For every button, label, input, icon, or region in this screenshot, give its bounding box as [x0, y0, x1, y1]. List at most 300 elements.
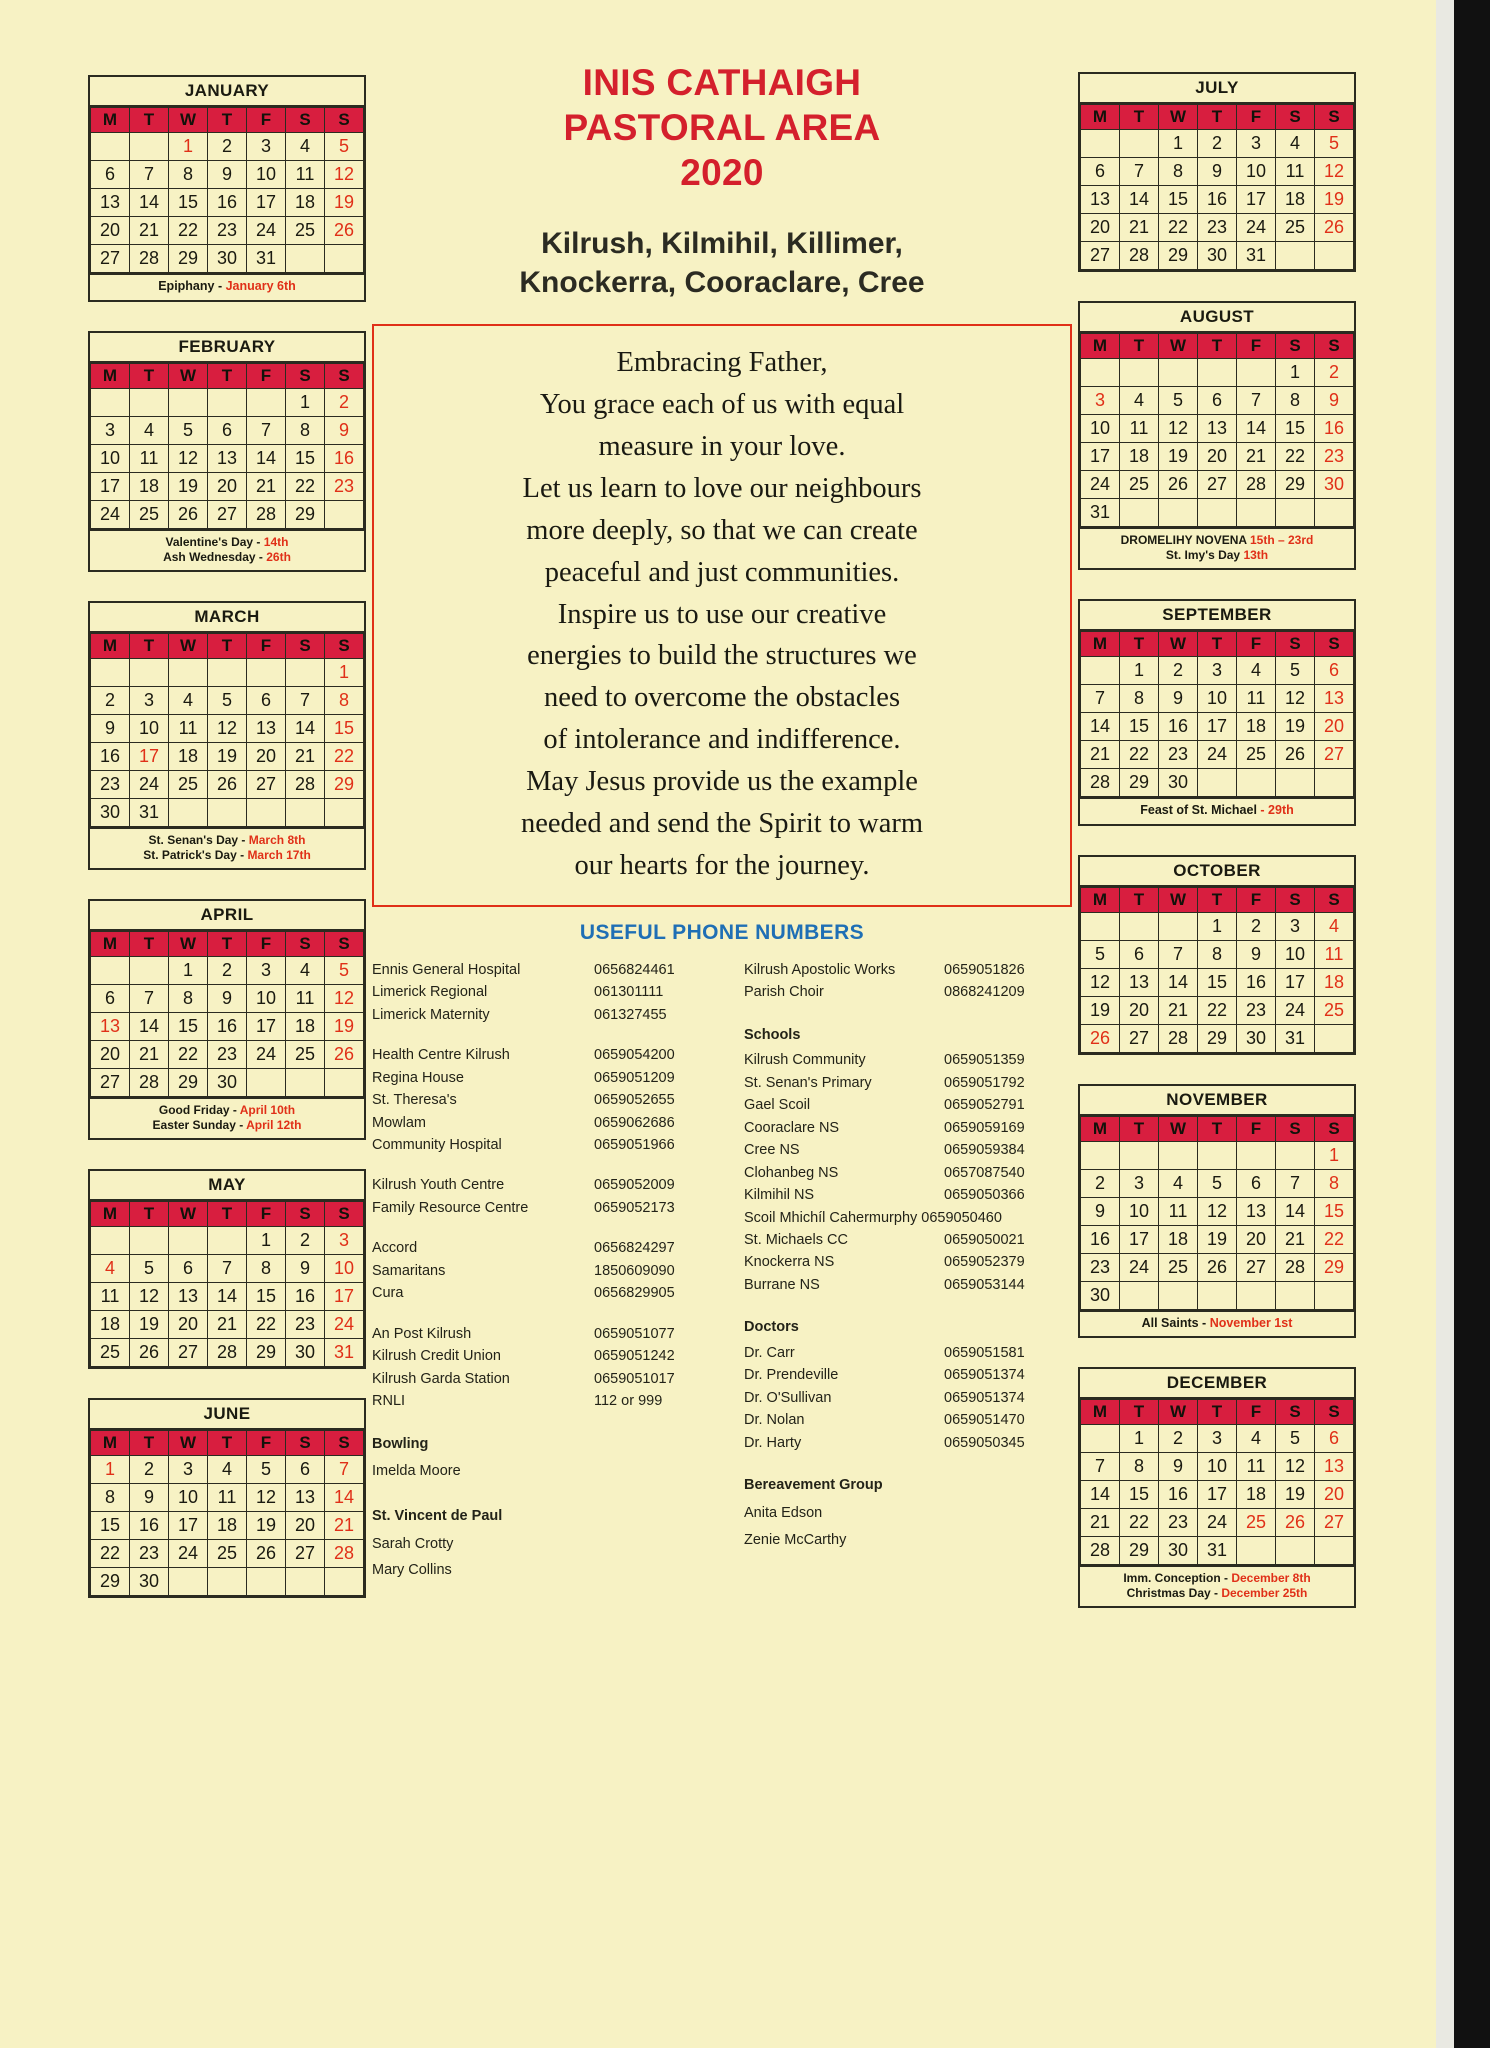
weekday-header: S [1276, 334, 1315, 359]
day-cell-empty [1120, 1141, 1159, 1169]
day-cell: 17 [1198, 713, 1237, 741]
phone-entry [372, 1174, 722, 1196]
week-row [91, 1068, 364, 1096]
day-cell: 11 [1237, 685, 1276, 713]
day-cell: 1 [1159, 130, 1198, 158]
day-cell: 28 [286, 770, 325, 798]
phone-entry-number: 0659051374 [944, 1389, 1025, 1406]
note-date: - 29th [1260, 803, 1294, 817]
day-cell: 25 [1237, 741, 1276, 769]
month-grid [90, 931, 364, 1097]
day-cell: 1 [286, 388, 325, 416]
day-cell-empty [1315, 1537, 1354, 1565]
day-cell: 29 [169, 1068, 208, 1096]
weekday-header-row [91, 363, 364, 388]
day-cell: 13 [208, 444, 247, 472]
day-cell: 31 [1237, 242, 1276, 270]
weekday-header: T [1198, 632, 1237, 657]
day-cell: 20 [1120, 996, 1159, 1024]
phone-section-gap [372, 1413, 722, 1431]
day-cell: 19 [1198, 1225, 1237, 1253]
day-cell: 28 [325, 1539, 364, 1567]
weekday-header: T [1120, 105, 1159, 130]
phone-section-gap [372, 1026, 722, 1044]
day-cell: 17 [130, 742, 169, 770]
day-cell: 30 [286, 1338, 325, 1366]
day-cell-empty [1315, 499, 1354, 527]
phone-entry-name: Limerick Regional [372, 984, 488, 1001]
day-cell: 5 [1198, 1169, 1237, 1197]
note-label: St. Patrick's Day - [143, 847, 248, 862]
day-cell: 18 [1276, 186, 1315, 214]
day-cell: 26 [325, 1040, 364, 1068]
day-cell: 12 [1198, 1197, 1237, 1225]
month-title: AUGUST [1080, 303, 1354, 333]
day-cell-empty [1237, 499, 1276, 527]
week-row [1081, 912, 1354, 940]
month-grid [1080, 1399, 1354, 1565]
prayer-line: Let us learn to love our neighbours [522, 472, 922, 504]
week-row [1081, 387, 1354, 415]
day-cell: 27 [91, 1068, 130, 1096]
day-cell: 14 [1237, 415, 1276, 443]
weekday-header: T [1198, 1400, 1237, 1425]
day-cell: 11 [1120, 415, 1159, 443]
phone-entry-name: Mowlam [372, 1114, 426, 1131]
month-note [92, 279, 362, 295]
day-cell: 4 [1237, 1425, 1276, 1453]
day-cell: 31 [325, 1338, 364, 1366]
weekday-header: T [208, 1430, 247, 1455]
weekday-header: T [130, 633, 169, 658]
day-cell: 28 [208, 1338, 247, 1366]
prayer-line: May Jesus provide us the example [526, 766, 918, 798]
phone-entry-name: Community Hospital [372, 1137, 502, 1154]
phone-entry-name: St. Senan's Primary [744, 1074, 872, 1091]
phone-entry-name: Kilrush Apostolic Works [744, 961, 896, 978]
day-cell: 27 [1237, 1253, 1276, 1281]
day-cell: 24 [1081, 471, 1120, 499]
day-cell: 24 [1198, 741, 1237, 769]
day-cell: 16 [325, 444, 364, 472]
day-cell: 9 [1159, 1453, 1198, 1481]
month-november [1078, 1084, 1356, 1339]
day-cell: 23 [286, 1310, 325, 1338]
day-cell-empty [1276, 1537, 1315, 1565]
month-note [1082, 1571, 1352, 1586]
day-cell: 11 [91, 1282, 130, 1310]
day-cell: 10 [247, 161, 286, 189]
week-row [1081, 1481, 1354, 1509]
day-cell: 25 [208, 1539, 247, 1567]
weekday-header: T [1198, 887, 1237, 912]
note-date: January 6th [225, 279, 296, 293]
day-cell: 9 [1315, 387, 1354, 415]
day-cell: 7 [130, 984, 169, 1012]
day-cell: 23 [1237, 996, 1276, 1024]
day-cell: 25 [130, 500, 169, 528]
day-cell: 10 [169, 1483, 208, 1511]
day-cell: 23 [208, 1040, 247, 1068]
week-row [91, 217, 364, 245]
day-cell: 6 [1198, 387, 1237, 415]
day-cell: 27 [1198, 471, 1237, 499]
week-row [1081, 1225, 1354, 1253]
month-title: NOVEMBER [1080, 1086, 1354, 1116]
day-cell: 12 [1276, 1453, 1315, 1481]
day-cell: 23 [1081, 1253, 1120, 1281]
day-cell-empty [169, 798, 208, 826]
week-row [91, 161, 364, 189]
note-date: December 25th [1221, 1586, 1308, 1601]
day-cell-empty [1081, 912, 1120, 940]
phone-entry [372, 1390, 722, 1412]
phone-entry-number: 0659059169 [944, 1119, 1025, 1136]
day-cell: 18 [1237, 713, 1276, 741]
phone-entry-name: RNLI [372, 1393, 406, 1410]
phone-entry [744, 1432, 1072, 1454]
week-row [1081, 186, 1354, 214]
month-title: FEBRUARY [90, 333, 364, 363]
phone-entry [744, 1229, 1072, 1251]
week-row [1081, 415, 1354, 443]
day-cell: 25 [1315, 996, 1354, 1024]
day-cell-empty [247, 1068, 286, 1096]
month-may [88, 1169, 366, 1369]
day-cell: 13 [1120, 968, 1159, 996]
phone-entry-name: St. Michaels CC [744, 1231, 848, 1248]
day-cell-empty [1081, 130, 1120, 158]
weekday-header: T [1120, 334, 1159, 359]
day-cell: 9 [325, 416, 364, 444]
day-cell: 30 [91, 798, 130, 826]
day-cell: 3 [1198, 657, 1237, 685]
day-cell: 26 [325, 217, 364, 245]
day-cell-empty [130, 388, 169, 416]
week-row [1081, 1425, 1354, 1453]
phone-section-gap [744, 1004, 1072, 1022]
day-cell: 3 [1237, 130, 1276, 158]
day-cell: 17 [325, 1282, 364, 1310]
weekday-header: W [1159, 632, 1198, 657]
phone-entry [744, 1409, 1072, 1431]
day-cell-empty [91, 956, 130, 984]
day-cell: 12 [1159, 415, 1198, 443]
note-date: 26th [266, 549, 291, 564]
day-cell: 10 [325, 1254, 364, 1282]
day-cell-empty [1237, 359, 1276, 387]
day-cell-empty [1120, 499, 1159, 527]
day-cell: 27 [1081, 242, 1120, 270]
phone-contact-name: Imelda Moore [372, 1463, 461, 1480]
phone-group-heading: Bereavement Group [744, 1477, 883, 1494]
day-cell-empty [247, 1567, 286, 1595]
month-title: APRIL [90, 901, 364, 931]
months-column-left [88, 75, 366, 1627]
phone-entry-name: Knockerra NS [744, 1254, 835, 1271]
day-cell-empty [1159, 359, 1198, 387]
day-cell: 21 [1081, 1509, 1120, 1537]
day-cell: 19 [208, 742, 247, 770]
month-notes [1080, 1310, 1354, 1337]
day-cell: 2 [208, 133, 247, 161]
day-cell: 4 [1120, 387, 1159, 415]
day-cell: 15 [1198, 968, 1237, 996]
day-cell: 12 [130, 1282, 169, 1310]
week-row [91, 1226, 364, 1254]
day-cell: 24 [1237, 214, 1276, 242]
phone-column-left [372, 959, 722, 1585]
day-cell: 19 [1276, 713, 1315, 741]
day-cell: 17 [1198, 1481, 1237, 1509]
day-cell: 7 [130, 161, 169, 189]
day-cell: 15 [169, 1012, 208, 1040]
week-row [91, 658, 364, 686]
day-cell: 1 [169, 956, 208, 984]
day-cell: 18 [91, 1310, 130, 1338]
weekday-header: W [169, 108, 208, 133]
day-cell: 2 [286, 1226, 325, 1254]
day-cell-empty [208, 798, 247, 826]
day-cell: 16 [208, 1012, 247, 1040]
weekday-header-row [1081, 632, 1354, 657]
month-note [1082, 1316, 1352, 1332]
day-cell: 7 [1120, 158, 1159, 186]
day-cell: 4 [130, 416, 169, 444]
day-cell-empty [286, 1068, 325, 1096]
day-cell: 27 [286, 1539, 325, 1567]
week-row [91, 1282, 364, 1310]
day-cell: 5 [169, 416, 208, 444]
parish-line-2: Knockerra, Cooraclare, Cree [519, 265, 925, 299]
phone-group-heading: Doctors [744, 1319, 799, 1336]
phone-section-gap [372, 1485, 722, 1503]
phone-entry-number: 0656824461 [594, 961, 675, 978]
day-cell: 23 [325, 472, 364, 500]
weekday-header: F [1237, 1116, 1276, 1141]
phone-entry [744, 1072, 1072, 1094]
phone-entry-name: Dr. Harty [744, 1434, 802, 1451]
day-cell: 23 [91, 770, 130, 798]
week-row [91, 1012, 364, 1040]
day-cell: 22 [169, 1040, 208, 1068]
weekday-header: S [286, 363, 325, 388]
day-cell: 14 [1081, 1481, 1120, 1509]
day-cell: 31 [1081, 499, 1120, 527]
weekday-header: M [1081, 887, 1120, 912]
day-cell-empty [247, 388, 286, 416]
day-cell: 3 [247, 133, 286, 161]
day-cell-empty [169, 1567, 208, 1595]
day-cell-empty [1276, 499, 1315, 527]
day-cell: 6 [1315, 1425, 1354, 1453]
day-cell: 2 [1159, 1425, 1198, 1453]
note-label: Good Friday - [158, 1102, 240, 1117]
day-cell: 2 [1081, 1169, 1120, 1197]
day-cell: 4 [91, 1254, 130, 1282]
weekday-header: W [169, 1430, 208, 1455]
day-cell: 8 [286, 416, 325, 444]
month-grid [90, 107, 364, 273]
day-cell: 1 [1198, 912, 1237, 940]
week-row [91, 1310, 364, 1338]
day-cell-empty [130, 658, 169, 686]
day-cell: 21 [208, 1310, 247, 1338]
day-cell: 5 [247, 1455, 286, 1483]
weekday-header-row [1081, 1400, 1354, 1425]
day-cell: 26 [208, 770, 247, 798]
day-cell-empty [1198, 1141, 1237, 1169]
day-cell: 13 [91, 189, 130, 217]
phone-entry [744, 1342, 1072, 1364]
phone-entry-number: 0659051826 [944, 961, 1025, 978]
week-row [91, 984, 364, 1012]
day-cell: 23 [1315, 443, 1354, 471]
day-cell: 25 [1276, 214, 1315, 242]
day-cell: 5 [1315, 130, 1354, 158]
week-row [1081, 214, 1354, 242]
day-cell: 27 [247, 770, 286, 798]
day-cell: 11 [1276, 158, 1315, 186]
phone-entry-name: Parish Choir [744, 984, 824, 1001]
day-cell: 24 [247, 217, 286, 245]
day-cell: 1 [247, 1226, 286, 1254]
weekday-header: W [1159, 105, 1198, 130]
day-cell: 23 [130, 1539, 169, 1567]
day-cell: 28 [1081, 769, 1120, 797]
day-cell: 19 [1081, 996, 1120, 1024]
day-cell-empty [1120, 359, 1159, 387]
day-cell: 14 [1120, 186, 1159, 214]
week-row [1081, 359, 1354, 387]
day-cell: 22 [1120, 1509, 1159, 1537]
week-row [1081, 1253, 1354, 1281]
phone-entry [372, 1368, 722, 1390]
day-cell: 12 [325, 984, 364, 1012]
phone-entry-number: 0659051470 [944, 1412, 1025, 1429]
day-cell: 6 [1315, 657, 1354, 685]
day-cell: 16 [286, 1282, 325, 1310]
day-cell: 12 [169, 444, 208, 472]
weekday-header: S [286, 931, 325, 956]
prayer-line: needed and send the Spirit to warm [520, 807, 924, 839]
week-row [91, 1483, 364, 1511]
weekday-header: S [1276, 887, 1315, 912]
day-cell: 29 [91, 1567, 130, 1595]
day-cell-empty [1315, 1024, 1354, 1052]
week-row [91, 1040, 364, 1068]
day-cell-empty [1159, 1141, 1198, 1169]
day-cell: 12 [1276, 685, 1315, 713]
day-cell: 15 [1120, 713, 1159, 741]
day-cell: 21 [1081, 741, 1120, 769]
day-cell: 7 [1081, 1453, 1120, 1481]
day-cell: 15 [1159, 186, 1198, 214]
day-cell: 30 [208, 245, 247, 273]
week-row [1081, 1281, 1354, 1309]
phone-group-heading: Schools [744, 1026, 801, 1043]
weekday-header: F [1237, 1400, 1276, 1425]
week-row [1081, 996, 1354, 1024]
month-july [1078, 72, 1356, 272]
month-grid [90, 1201, 364, 1367]
weekday-header: F [247, 633, 286, 658]
day-cell: 11 [130, 444, 169, 472]
page-title [372, 60, 1072, 195]
day-cell: 7 [1237, 387, 1276, 415]
day-cell: 25 [286, 217, 325, 245]
phone-entry-number: 0659062686 [594, 1114, 675, 1131]
weekday-header: W [169, 363, 208, 388]
day-cell: 13 [1237, 1197, 1276, 1225]
day-cell-empty [1198, 1281, 1237, 1309]
week-row [91, 1338, 364, 1366]
week-row [91, 1254, 364, 1282]
month-grid [90, 363, 364, 529]
day-cell: 5 [325, 133, 364, 161]
phone-entry-name: Dr. O'Sullivan [744, 1389, 832, 1406]
week-row [1081, 769, 1354, 797]
day-cell: 27 [1315, 741, 1354, 769]
day-cell-empty [325, 798, 364, 826]
week-row [91, 1539, 364, 1567]
phone-entry-number: 061327455 [594, 1006, 667, 1023]
day-cell: 4 [208, 1455, 247, 1483]
day-cell: 2 [1237, 912, 1276, 940]
phone-entry-number: 0656824297 [594, 1240, 675, 1257]
phone-entry-number: 0656829905 [594, 1285, 675, 1302]
month-note [92, 550, 362, 565]
day-cell: 28 [247, 500, 286, 528]
week-row [1081, 657, 1354, 685]
day-cell-empty [91, 388, 130, 416]
day-cell: 20 [91, 1040, 130, 1068]
day-cell: 14 [325, 1483, 364, 1511]
weekday-header-row [1081, 105, 1354, 130]
day-cell: 20 [169, 1310, 208, 1338]
day-cell-empty [1120, 912, 1159, 940]
day-cell-empty [247, 798, 286, 826]
day-cell: 25 [1120, 471, 1159, 499]
day-cell: 21 [247, 472, 286, 500]
week-row [91, 416, 364, 444]
month-note [92, 1103, 362, 1118]
phone-entry-number: 0659051581 [944, 1344, 1025, 1361]
phone-entry [372, 959, 722, 981]
phone-entry [744, 1162, 1072, 1184]
month-grid [1080, 631, 1354, 797]
weekday-header: T [130, 108, 169, 133]
day-cell: 8 [325, 686, 364, 714]
weekday-header: S [1276, 632, 1315, 657]
day-cell: 25 [1237, 1509, 1276, 1537]
note-date: December 8th [1231, 1571, 1311, 1586]
day-cell: 23 [1159, 741, 1198, 769]
day-cell: 29 [325, 770, 364, 798]
phone-entry-name: Kilmihil NS [744, 1187, 815, 1204]
day-cell-empty [286, 245, 325, 273]
weekday-header: T [1120, 1116, 1159, 1141]
day-cell: 31 [1198, 1537, 1237, 1565]
week-row [1081, 1169, 1354, 1197]
phone-entry-number: 0659051374 [944, 1367, 1025, 1384]
day-cell: 6 [247, 686, 286, 714]
day-cell: 21 [1120, 214, 1159, 242]
phone-group-heading: Bowling [372, 1435, 429, 1452]
week-row [1081, 713, 1354, 741]
day-cell: 28 [1159, 1024, 1198, 1052]
day-cell: 29 [169, 245, 208, 273]
